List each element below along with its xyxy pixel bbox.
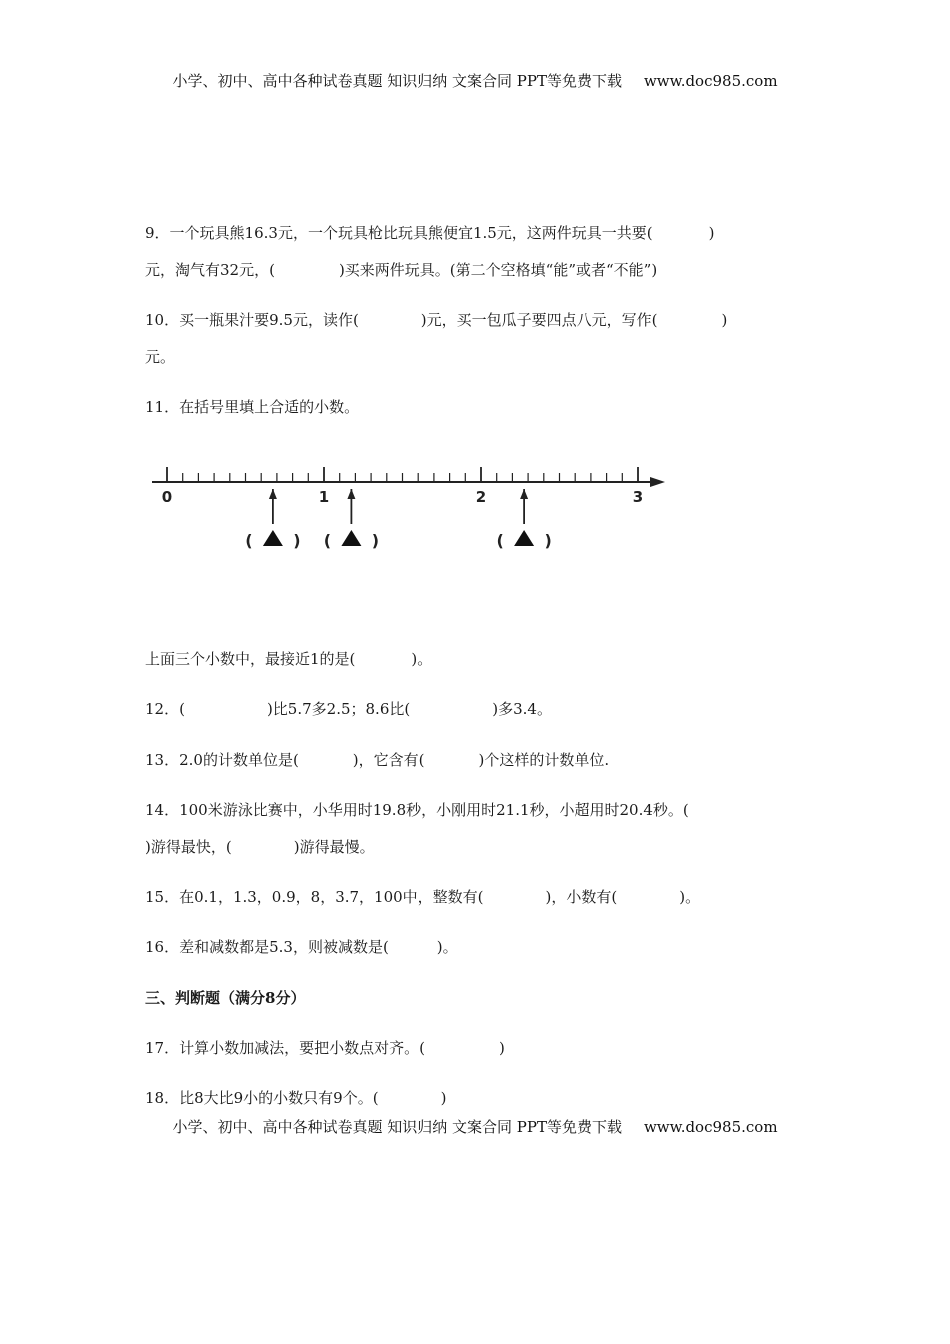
q14-text-b2: )游得最慢。 — [293, 838, 375, 856]
tick-label-1: 1 — [318, 488, 330, 506]
footer-text: 小学、初中、高中各种试卷真题 知识归纳 文案合同 PPT等免费下载 — [172, 1118, 622, 1136]
marker-arrow-head — [269, 489, 277, 499]
question-14-line-1 — [145, 799, 689, 820]
q18-p2: ) — [440, 1089, 447, 1107]
q12-p3: )多3.4。 — [492, 700, 552, 718]
header-text: 小学、初中、高中各种试卷真题 知识归纳 文案合同 PPT等免费下载 — [172, 72, 622, 90]
marker-paren-right: ) — [371, 531, 380, 550]
section-3-text: 三、判断题（满分8分） — [145, 989, 306, 1007]
question-9-line-1 — [145, 222, 715, 243]
marker-paren-left: ( — [323, 531, 332, 550]
question-16 — [145, 936, 458, 957]
q12-p2: )比5.7多2.5；8.6比( — [266, 700, 411, 718]
q17-p2: ) — [498, 1039, 505, 1057]
q11-after-2: )。 — [411, 650, 433, 668]
q10-paren-close: ) — [721, 311, 728, 329]
q15-p3: )。 — [679, 888, 701, 906]
question-17 — [145, 1037, 505, 1058]
q14-text-a: 14．100米游泳比赛中，小华用时19.8秒，小刚用时21.1秒，小超用时20.4秒。( — [145, 801, 689, 819]
footer-url: www.doc985.com — [643, 1118, 778, 1136]
q9-text-b1: 元，淘气有32元，( — [145, 261, 275, 279]
q9-text-a: 9．一个玩具熊16.3元，一个玩具枪比玩具熊便宜1.5元，这两件玩具一共要( — [145, 224, 653, 242]
question-11-followup — [145, 648, 432, 669]
q10-text-a1: 10．买一瓶果汁要9.5元，读作( — [145, 311, 359, 329]
question-18 — [145, 1087, 446, 1108]
page-header — [0, 70, 950, 91]
number-line-arrowhead — [650, 477, 665, 487]
question-11-title — [145, 396, 359, 417]
tick-label-3: 3 — [632, 488, 644, 506]
q13-p2: )，它含有( — [352, 751, 425, 769]
marker-paren-right: ) — [544, 531, 552, 550]
q15-p1: 15．在0.1，1.3，0.9，8，3.7，100中，整数有( — [145, 888, 484, 906]
q13-p3: )个这样的计数单位. — [478, 751, 610, 769]
q15-p2: )，小数有( — [545, 888, 618, 906]
question-13 — [145, 749, 609, 770]
marker-arrow-head — [347, 489, 355, 499]
question-10-line-2 — [145, 346, 175, 367]
q11-after-1: 上面三个小数中，最接近1的是( — [145, 650, 356, 668]
marker-triangle — [514, 530, 534, 546]
marker-paren-left: ( — [496, 531, 504, 550]
q10-text-a2: )元，买一包瓜子要四点八元，写作( — [420, 311, 658, 329]
q16-p1: 16．差和减数都是5.3，则被减数是( — [145, 938, 389, 956]
q13-p1: 13．2.0的计数单位是( — [145, 751, 299, 769]
marker-triangle — [341, 530, 361, 546]
question-10-line-1 — [145, 309, 727, 330]
question-15 — [145, 886, 700, 907]
q11-text: 11．在括号里填上合适的小数。 — [145, 398, 360, 416]
number-line-figure — [0, 455, 950, 575]
marker-paren-left: ( — [245, 531, 253, 550]
q18-p1: 18．比8大比9小的小数只有9个。( — [145, 1089, 379, 1107]
tick-label-0: 0 — [161, 488, 173, 506]
q14-text-b1: )游得最快，( — [145, 838, 232, 856]
question-12 — [145, 698, 552, 719]
q16-p2: )。 — [436, 938, 458, 956]
q10-text-b: 元。 — [145, 348, 176, 366]
marker-paren-right: ) — [293, 531, 301, 550]
question-9-line-2 — [145, 259, 657, 280]
q17-p1: 17．计算小数加减法，要把小数点对齐。( — [145, 1039, 425, 1057]
q12-p1: 12．( — [145, 700, 185, 718]
section-3-title — [145, 987, 305, 1008]
q9-text-b2: )买来两件玩具。(第二个空格填“能”或者“不能”) — [338, 261, 658, 279]
tick-label-2: 2 — [475, 488, 487, 506]
q9-paren-close: ) — [708, 224, 715, 242]
header-url: www.doc985.com — [643, 72, 778, 90]
question-14-line-2 — [145, 836, 375, 857]
marker-arrow-head — [520, 489, 528, 499]
page-footer — [0, 1116, 950, 1137]
marker-triangle — [263, 530, 283, 546]
